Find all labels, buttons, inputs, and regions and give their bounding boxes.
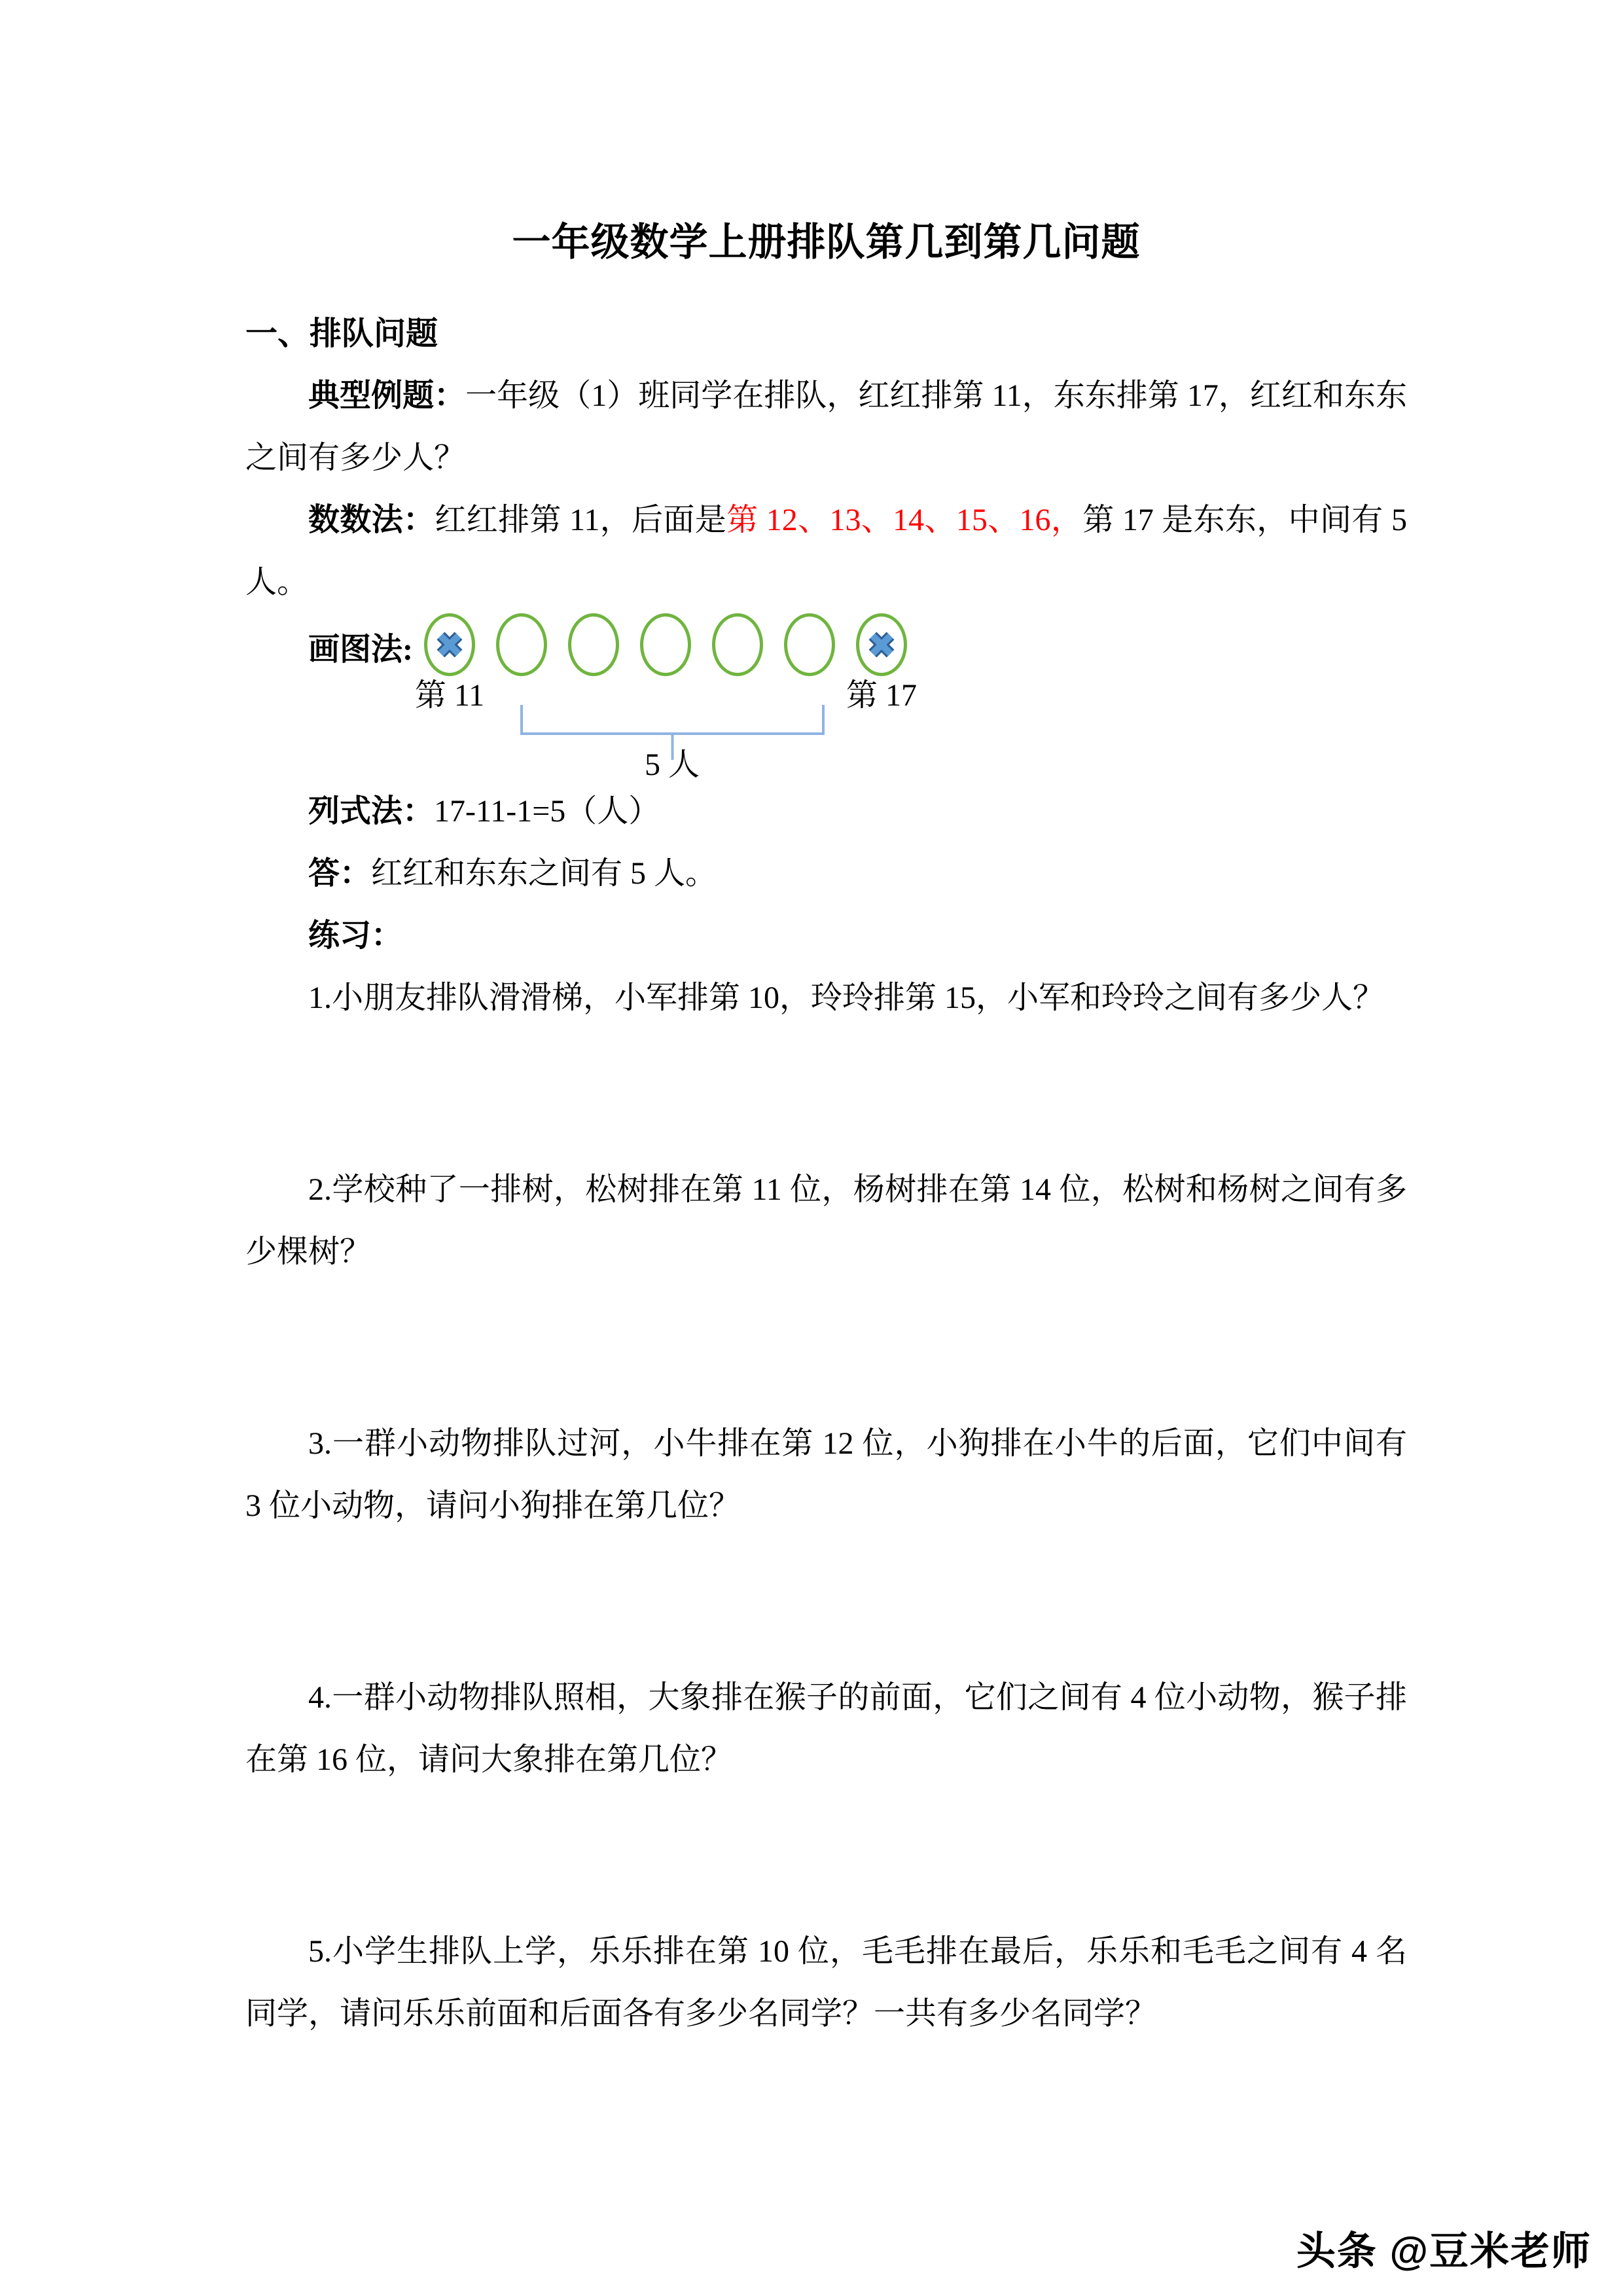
practice-problem-5-text: 5.小学生排队上学，乐乐排在第 10 位，毛毛排在最后，乐乐和毛毛之间有 4 名同学，请问乐乐前面和后面各有多少名同学？一共有多少名同学？ [245, 1934, 1407, 2031]
circles-row [424, 613, 907, 676]
example-label: 典型例题： [308, 378, 466, 413]
blue-x-icon [435, 630, 465, 660]
practice-problem-1-text: 1.小朋友排队滑滑梯，小军排第 10，玲玲排第 15，小军和玲玲之间有多少人？ [308, 980, 1385, 1015]
section-heading: 一、排队问题 [245, 315, 438, 351]
example-text: 一年级（1）班同学在排队，红红排第 11，东东排第 17，红红和东东之间有多少人？ [245, 378, 1407, 475]
counting-method-text-before: 红红排第 11，后面是 [435, 503, 727, 537]
practice-problem-2 [245, 1158, 1407, 1283]
empty-circle [568, 613, 619, 676]
drawing-method-label: 画图法: [308, 632, 413, 667]
equation-text: 17-11-1=5（人） [434, 794, 660, 829]
practice-problem-4 [245, 1666, 1407, 1791]
practice-problem-3 [245, 1412, 1407, 1537]
example-problem-paragraph [245, 365, 1407, 489]
position-label-start: 第 11 [414, 678, 485, 713]
counting-method-label: 数数法： [308, 503, 435, 537]
counting-method-red-sequence: 第 12、13、14、15、16， [726, 503, 1083, 537]
practice-problem-1 [245, 967, 1407, 1029]
practice-problem-5 [245, 1920, 1407, 2045]
answer-text: 红红和东东之间有 5 人。 [371, 856, 717, 891]
counting-method-text-after: 第 17 是东东，中间有 5 人。 [245, 503, 1407, 600]
answer-paragraph [245, 842, 1407, 905]
empty-circle [784, 613, 835, 676]
empty-circle [640, 613, 691, 676]
empty-circle [712, 613, 763, 676]
practice-label: 练习： [308, 918, 403, 953]
counting-method-paragraph [245, 489, 1407, 613]
equation-method-label: 列式法： [308, 794, 435, 829]
position-label-end: 第 17 [846, 678, 918, 713]
marked-circle [856, 613, 907, 676]
practice-problem-2-text: 2.学校种了一排树，松树排在第 11 位，杨树排在第 14 位，松树和杨树之间有多少棵树？ [245, 1172, 1407, 1269]
brace-count-label: 5 人 [644, 747, 700, 782]
footer-watermark: 头条 @豆米老师 [1296, 2229, 1592, 2273]
equation-method-paragraph [245, 780, 1407, 842]
answer-label: 答： [308, 856, 372, 891]
empty-circle [496, 613, 547, 676]
practice-problem-3-text: 3.一群小动物排队过河，小牛排在第 12 位，小狗排在小牛的后面，它们中间有 3 位小动物，请问小狗排在第几位？ [245, 1426, 1407, 1523]
practice-problem-4-text: 4.一群小动物排队照相，大象排在猴子的前面，它们之间有 4 位小动物，猴子排在第 16 位，请问大象排在第几位？ [245, 1680, 1407, 1777]
blue-x-icon [866, 630, 897, 660]
drawing-method-diagram [245, 613, 1407, 780]
page-title: 一年级数学上册排队第几到第几问题 [512, 221, 1141, 264]
marked-circle [424, 613, 475, 676]
practice-heading [245, 905, 1407, 967]
